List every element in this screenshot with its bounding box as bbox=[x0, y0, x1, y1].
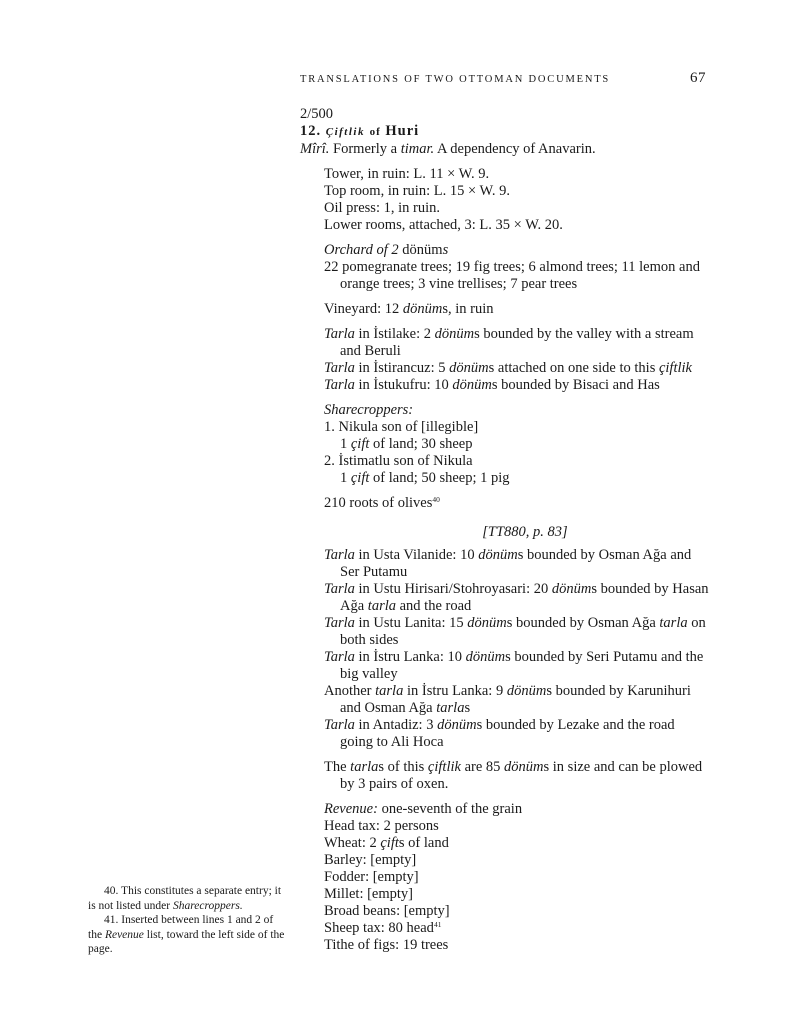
footnote-ref-41: 41 bbox=[433, 920, 442, 929]
entry-title bbox=[300, 123, 710, 141]
sharecroppers bbox=[300, 402, 710, 487]
entry-number: 12. bbox=[300, 123, 322, 139]
footnotes bbox=[88, 884, 288, 957]
tarla-item: Tarla in Antadiz: 3 dönüms bounded by Lezake and the road going to Ali Hoca bbox=[324, 717, 675, 750]
entry-place: Huri bbox=[385, 123, 420, 139]
building-item: Top room, in ruin: L. 15 × W. 9. bbox=[324, 183, 510, 199]
tarla-item: Tarla in İstukufru: 10 dönüms bounded by Bisaci and Has bbox=[324, 377, 660, 393]
entry-id: 2/500 bbox=[300, 106, 334, 122]
sharecropper-2-holdings: 1 çift of land; 50 sheep; 1 pig bbox=[340, 470, 510, 486]
main-text bbox=[300, 106, 710, 954]
tarla-item: Tarla in Ustu Lanita: 15 dönüms bounded by Osman Ağa tarla on both sides bbox=[324, 615, 706, 648]
tarla-item: Tarla in İstilake: 2 dönüms bounded by the valley with a stream and Beruli bbox=[324, 326, 694, 359]
page-number: 67 bbox=[690, 70, 706, 86]
tarla-item: Tarla in Usta Vilanide: 10 dönüms bounded by Osman Ağa and Ser Putamu bbox=[324, 547, 692, 580]
sharecropper-1: 1. Nikula son of [illegible] bbox=[324, 419, 479, 435]
revenue-item: Wheat: 2 çifts of land bbox=[324, 835, 449, 851]
tarla-item: Another tarla in İstru Lanka: 9 dönüms bounded by Karunihuri and Osman Ağa tarlas bbox=[324, 683, 691, 716]
entry-status: Mîrî. Formerly a timar. A dependency of Anavarin. bbox=[300, 141, 596, 157]
sharecropper-1-holdings: 1 çift of land; 30 sheep bbox=[340, 436, 473, 452]
revenue-heading: Revenue: one-seventh of the grain bbox=[324, 801, 523, 817]
running-header bbox=[300, 72, 706, 92]
building-item: Lower rooms, attached, 3: L. 35 × W. 20. bbox=[324, 217, 563, 233]
olives: 210 roots of olives$^{40}$ bbox=[324, 495, 440, 511]
vineyard: Vineyard: 12 dönüms, in ruin bbox=[324, 301, 494, 317]
orchard-heading: Orchard of 2 dönüms bbox=[324, 242, 449, 258]
revenue-item: Head tax: 2 persons bbox=[324, 818, 439, 834]
sharecroppers-heading: Sharecroppers: bbox=[324, 402, 414, 418]
entry-ciftlik: Çiftlik bbox=[325, 126, 365, 138]
revenue-list bbox=[300, 801, 710, 954]
footnote-40: 40. This constitutes a separate entry; it is not listed under Sharecroppers. bbox=[88, 885, 282, 912]
building-item: Oil press: 1, in ruin. bbox=[324, 200, 440, 216]
revenue-item: Tithe of figs: 19 trees bbox=[324, 937, 449, 953]
tarla-item: Tarla in Ustu Hirisari/Stohroyasari: 20 dönüms bounded by Hasan Ağa tarla and the road bbox=[324, 581, 709, 614]
entry-of: of bbox=[369, 126, 381, 138]
footnote-41: 41. Inserted between lines 1 and 2 of the Revenue list, toward the left side of the page. bbox=[88, 914, 285, 955]
tarla-list-1 bbox=[300, 326, 710, 394]
revenue-item: Broad beans: [empty] bbox=[324, 903, 450, 919]
running-title: TRANSLATIONS OF TWO OTTOMAN DOCUMENTS bbox=[300, 74, 611, 85]
orchard-trees: 22 pomegranate trees; 19 fig trees; 6 almond trees; 11 lemon and orange trees; 3 vine trellises; 7 pear trees bbox=[324, 259, 700, 292]
revenue-item: Fodder: [empty] bbox=[324, 869, 419, 885]
revenue-item: Millet: [empty] bbox=[324, 886, 413, 902]
revenue-item: Barley: [empty] bbox=[324, 852, 417, 868]
building-item: Tower, in ruin: L. 11 × W. 9. bbox=[324, 166, 490, 182]
summary: The tarlas of this çiftlik are 85 dönüms in size and can be plowed by 3 pairs of oxen. bbox=[324, 759, 703, 792]
footnote-ref-40: 40 bbox=[432, 495, 440, 504]
source-reference: [TT880, p. 83] bbox=[482, 524, 568, 540]
tarla-list-2 bbox=[300, 547, 710, 751]
buildings-list bbox=[300, 166, 710, 234]
tarla-item: Tarla in İstirancuz: 5 dönüms attached on one side to this çiftlik bbox=[324, 360, 692, 376]
sharecropper-2: 2. İstimatlu son of Nikula bbox=[324, 453, 473, 469]
tarla-item: Tarla in İstru Lanka: 10 dönüms bounded by Seri Putamu and the big valley bbox=[324, 649, 704, 682]
revenue-item: Sheep tax: 80 head$^{41}$ bbox=[324, 920, 442, 936]
